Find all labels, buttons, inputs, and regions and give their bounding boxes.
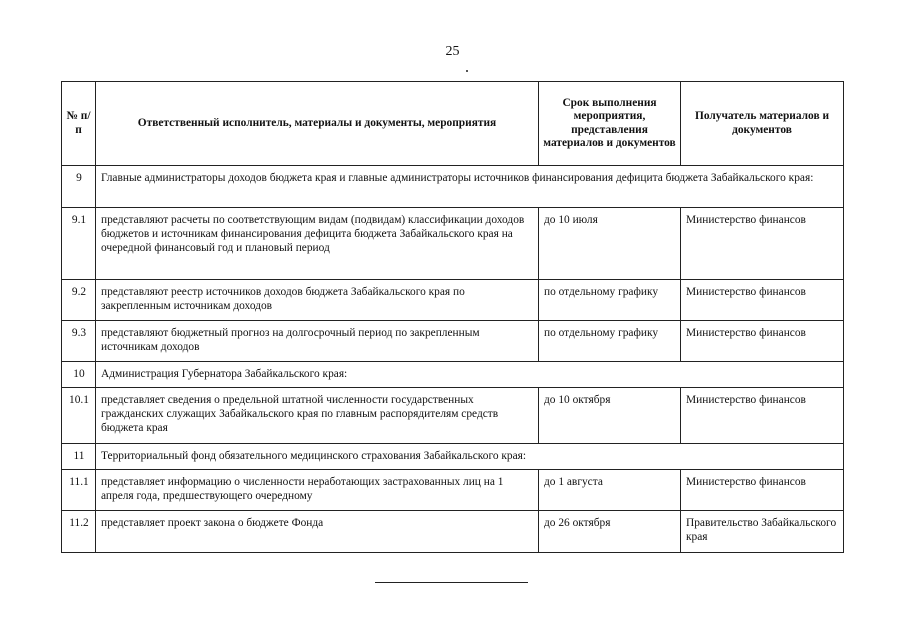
section-title: Администрация Губернатора Забайкальского края: [96,362,844,388]
row-num: 11.2 [62,511,96,553]
end-rule [375,582,528,583]
row-num: 9.2 [62,280,96,321]
row-text: представляют бюджетный прогноз на долгосрочный период по закрепленным источникам доходов [96,321,539,362]
row-deadline: до 26 октября [539,511,681,553]
header-deadline: Срок выполнения мероприятия, представления материалов и документов [539,82,681,166]
row-text: представляют реестр источников доходов бюджета Забайкальского края по закрепленным источникам доходов [96,280,539,321]
section-row-10 [62,362,844,388]
row-num: 9 [62,166,96,208]
row-num: 10.1 [62,388,96,444]
row-num: 10 [62,362,96,388]
section-title: Территориальный фонд обязательного медицинского страхования Забайкальского края: [96,444,844,470]
header-num: № п/п [62,82,96,166]
table-row-9-2 [62,280,844,321]
table-row-9-1 [62,208,844,280]
row-recipient: Министерство финансов [681,280,844,321]
row-text: представляет проект закона о бюджете Фонда [96,511,539,553]
row-text: представляет информацию о численности неработающих застрахованных лиц на 1 апреля года, предшествующего очередному [96,470,539,511]
row-num: 11.1 [62,470,96,511]
dot-mark [466,70,468,72]
header-responsible: Ответственный исполнитель, материалы и документы, мероприятия [96,82,539,166]
row-num: 11 [62,444,96,470]
row-recipient: Министерство финансов [681,321,844,362]
row-recipient: Министерство финансов [681,470,844,511]
section-row-9 [62,166,844,208]
row-num: 9.1 [62,208,96,280]
row-recipient: Правительство Забайкальского края [681,511,844,553]
table-row-9-3 [62,321,844,362]
table-row-11-2 [62,511,844,553]
row-text: представляет сведения о предельной штатной численности государственных гражданских служащих Забайкальского края по главным распорядителям средств бюджета края [96,388,539,444]
row-recipient: Министерство финансов [681,388,844,444]
header-recipient: Получатель материалов и документов [681,82,844,166]
page-number: 25 [445,44,460,59]
row-num: 9.3 [62,321,96,362]
row-deadline: по отдельному графику [539,280,681,321]
row-recipient: Министерство финансов [681,208,844,280]
row-deadline: до 1 августа [539,470,681,511]
section-title: Главные администраторы доходов бюджета края и главные администраторы источников финансирования дефицита бюджета Забайкальского края: [96,166,844,208]
table-header-row [62,82,844,166]
row-text: представляют расчеты по соответствующим видам (подвидам) классификации доходов бюджетов и источникам финансирования дефицита бюджета Забайкальского края на очередной финансовый год и плановый период [96,208,539,280]
row-deadline: по отдельному графику [539,321,681,362]
section-row-11 [62,444,844,470]
table-row-11-1 [62,470,844,511]
row-deadline: до 10 июля [539,208,681,280]
document-table [61,81,844,553]
table-row-10-1 [62,388,844,444]
row-deadline: до 10 октября [539,388,681,444]
